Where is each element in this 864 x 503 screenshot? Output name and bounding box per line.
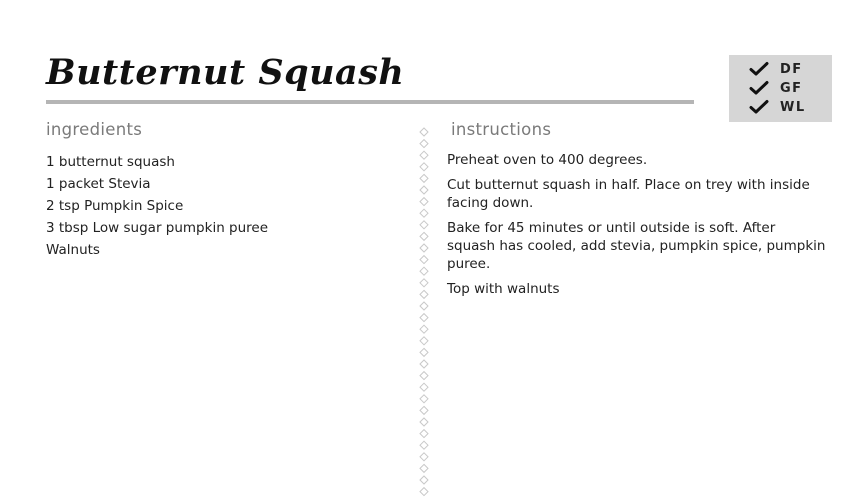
check-icon: [749, 61, 769, 77]
diet-tags-box: [729, 55, 832, 122]
check-icon: [749, 80, 769, 96]
diet-tag: [749, 60, 803, 78]
recipe-title: Butternut Squash: [46, 52, 405, 93]
diamond-icon: [420, 360, 428, 368]
diamond-icon: [420, 186, 428, 194]
diamond-icon: [420, 221, 428, 229]
diamond-icon: [420, 302, 428, 310]
instruction-step: Top with walnuts: [447, 281, 560, 297]
diet-tag: [749, 79, 803, 97]
diamond-icon: [420, 314, 428, 322]
instruction-step: Bake for 45 minutes or until outside is soft. After squash has cooled, add stevia, pumpkin spice, pumpkin puree.: [447, 220, 826, 272]
ingredient-item: 1 butternut squash: [46, 154, 175, 170]
diamond-icon: [420, 256, 428, 264]
diamond-icon: [420, 325, 428, 333]
diamond-icon: [420, 290, 428, 298]
diamond-icon: [420, 430, 428, 438]
ingredient-item: Walnuts: [46, 242, 100, 258]
diamond-icon: [420, 209, 428, 217]
instruction-step: Preheat oven to 400 degrees.: [447, 152, 648, 168]
diet-tag: [749, 98, 806, 116]
diamond-icon: [420, 279, 428, 287]
diet-tag-label: DF: [780, 61, 803, 77]
diamond-icon: [420, 198, 428, 206]
diamond-icon: [420, 418, 428, 426]
diamond-icon: [420, 128, 428, 136]
ingredient-item: 1 packet Stevia: [46, 176, 151, 192]
diamond-icon: [420, 244, 428, 252]
diamond-icon: [420, 140, 428, 148]
diamond-icon: [420, 372, 428, 380]
ingredient-item: 2 tsp Pumpkin Spice: [46, 198, 184, 214]
diamond-icon: [420, 163, 428, 171]
diamond-icon: [420, 476, 428, 484]
instructions-list: [447, 151, 827, 305]
diamond-icon: [420, 488, 428, 496]
ingredients-heading: ingredients: [46, 120, 143, 139]
diamond-icon: [420, 406, 428, 414]
diamond-icon: [420, 151, 428, 159]
check-icon: [749, 99, 769, 115]
diamond-icon: [420, 348, 428, 356]
column-divider: [416, 126, 432, 498]
instruction-step: Cut butternut squash in half. Place on trey with inside facing down.: [447, 177, 810, 211]
diet-tag-label: GF: [780, 80, 803, 96]
diamond-icon: [420, 453, 428, 461]
instructions-heading: instructions: [451, 120, 552, 139]
diamond-icon: [420, 395, 428, 403]
title-underline: [46, 100, 694, 104]
diamond-icon: [420, 174, 428, 182]
diamond-icon: [420, 267, 428, 275]
diamond-icon: [420, 337, 428, 345]
ingredients-list: [46, 151, 268, 261]
diamond-icon: [420, 441, 428, 449]
diet-tag-label: WL: [780, 99, 806, 115]
diamond-icon: [420, 383, 428, 391]
diamond-icon: [420, 232, 428, 240]
ingredient-item: 3 tbsp Low sugar pumpkin puree: [46, 220, 269, 236]
diamond-icon: [420, 464, 428, 472]
